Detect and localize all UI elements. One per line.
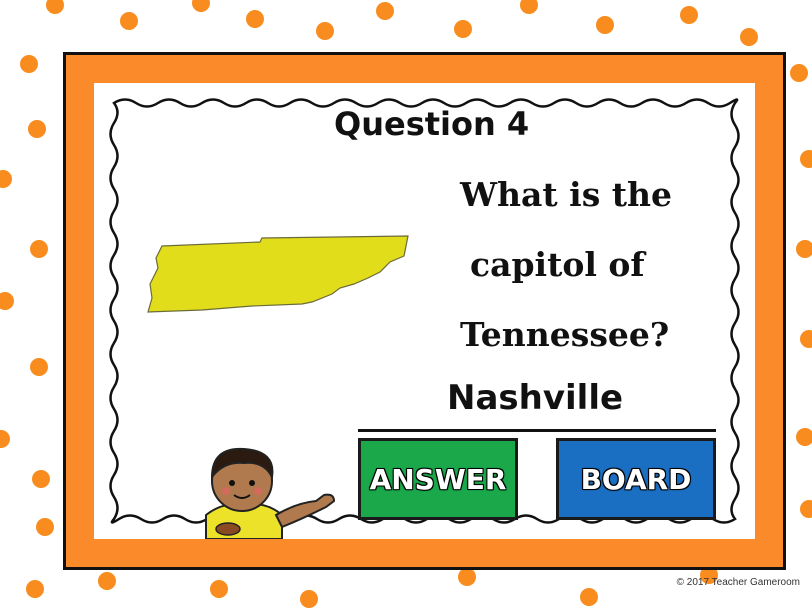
- background-dot: [796, 240, 812, 258]
- background-dot: [32, 470, 50, 488]
- background-dot: [246, 10, 264, 28]
- background-dot: [740, 28, 758, 46]
- background-dot: [454, 20, 472, 38]
- background-dot: [800, 330, 812, 348]
- background-dot: [210, 580, 228, 598]
- answer-button[interactable]: ANSWER: [358, 438, 518, 520]
- background-dot: [790, 64, 808, 82]
- answer-text: Nashville: [447, 378, 624, 418]
- background-dot: [46, 0, 64, 14]
- background-dot: [20, 55, 38, 73]
- copyright-text: © 2017 Teacher Gameroom: [676, 577, 800, 588]
- background-dot: [300, 590, 318, 608]
- background-dot: [796, 428, 812, 446]
- background-dot: [580, 588, 598, 606]
- background-dot: [596, 16, 614, 34]
- orange-frame: [63, 52, 786, 570]
- background-dot: [0, 430, 10, 448]
- background-dot: [800, 500, 812, 518]
- background-dot: [36, 518, 54, 536]
- background-dot: [680, 6, 698, 24]
- question-title: Question 4: [334, 105, 530, 143]
- background-dot: [520, 0, 538, 14]
- background-dot: [458, 568, 476, 586]
- background-dot: [192, 0, 210, 12]
- background-dot: [0, 292, 14, 310]
- question-line-1: What is the: [460, 175, 673, 214]
- tennessee-map-icon: [142, 228, 412, 318]
- background-dot: [0, 170, 12, 188]
- board-button[interactable]: BOARD: [556, 438, 716, 520]
- background-dot: [120, 12, 138, 30]
- background-dot: [28, 120, 46, 138]
- background-dot: [30, 358, 48, 376]
- background-dot: [316, 22, 334, 40]
- question-card: [94, 83, 755, 539]
- answer-underline: [358, 429, 716, 432]
- background-dot: [26, 580, 44, 598]
- background-dot: [98, 572, 116, 590]
- background-dot: [800, 150, 812, 168]
- question-line-3: Tennessee?: [460, 315, 670, 354]
- question-line-2: capitol of: [470, 245, 645, 284]
- boy-pointing-character: [184, 443, 344, 539]
- background-dot: [376, 2, 394, 20]
- background-dot: [30, 240, 48, 258]
